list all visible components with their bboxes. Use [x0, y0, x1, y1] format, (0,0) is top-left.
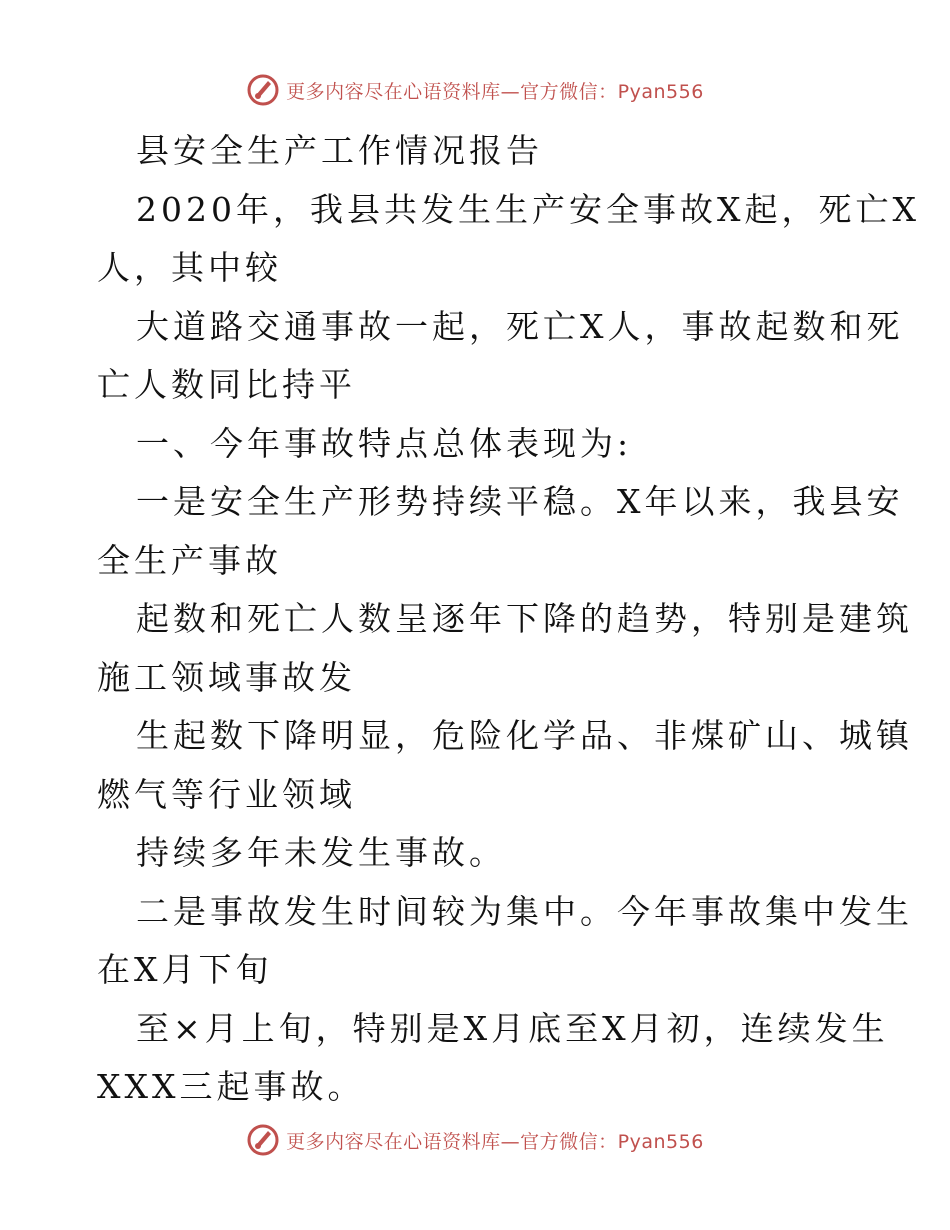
logo-icon	[246, 1123, 280, 1157]
text-line: 持续多年未发生事故。	[136, 833, 506, 872]
text-line: 全生产事故	[97, 540, 282, 580]
text-line: XXX三起事故。	[97, 1067, 365, 1106]
section-heading: 一、今年事故特点总体表现为:	[136, 423, 633, 463]
text-line: 至×月上旬，特别是X月底至X月初，连续发生	[136, 1008, 889, 1048]
footer-banner	[0, 1120, 950, 1160]
document-body	[97, 122, 920, 1117]
text-line: 施工领域事故发	[97, 657, 356, 697]
banner-text: 更多内容尽在心语资料库—官方微信：Pyan556	[286, 80, 704, 103]
text-line: 二是事故发生时间较为集中。今年事故集中发生	[136, 891, 913, 931]
text-line: 人，其中较	[97, 248, 282, 287]
logo-icon	[246, 73, 280, 107]
header-banner	[0, 70, 950, 110]
text-line: 在X月下旬	[97, 950, 273, 989]
document-title: 县安全生产工作情况报告	[136, 131, 543, 170]
text-line: 2020年，我县共发生生产安全事故X起，死亡X	[136, 189, 920, 229]
text-line: 燃气等行业领域	[97, 774, 356, 814]
text-line: 亡人数同比持平	[97, 365, 356, 404]
banner-text: 更多内容尽在心语资料库—官方微信：Pyan556	[286, 1130, 704, 1153]
text-line: 生起数下降明显，危险化学品、非煤矿山、城镇	[136, 716, 913, 755]
text-line: 起数和死亡人数呈逐年下降的趋势，特别是建筑	[136, 599, 913, 638]
text-line: 大道路交通事故一起，死亡X人，事故起数和死	[136, 306, 904, 346]
text-line: 一是安全生产形势持续平稳。X年以来，我县安	[136, 482, 904, 521]
